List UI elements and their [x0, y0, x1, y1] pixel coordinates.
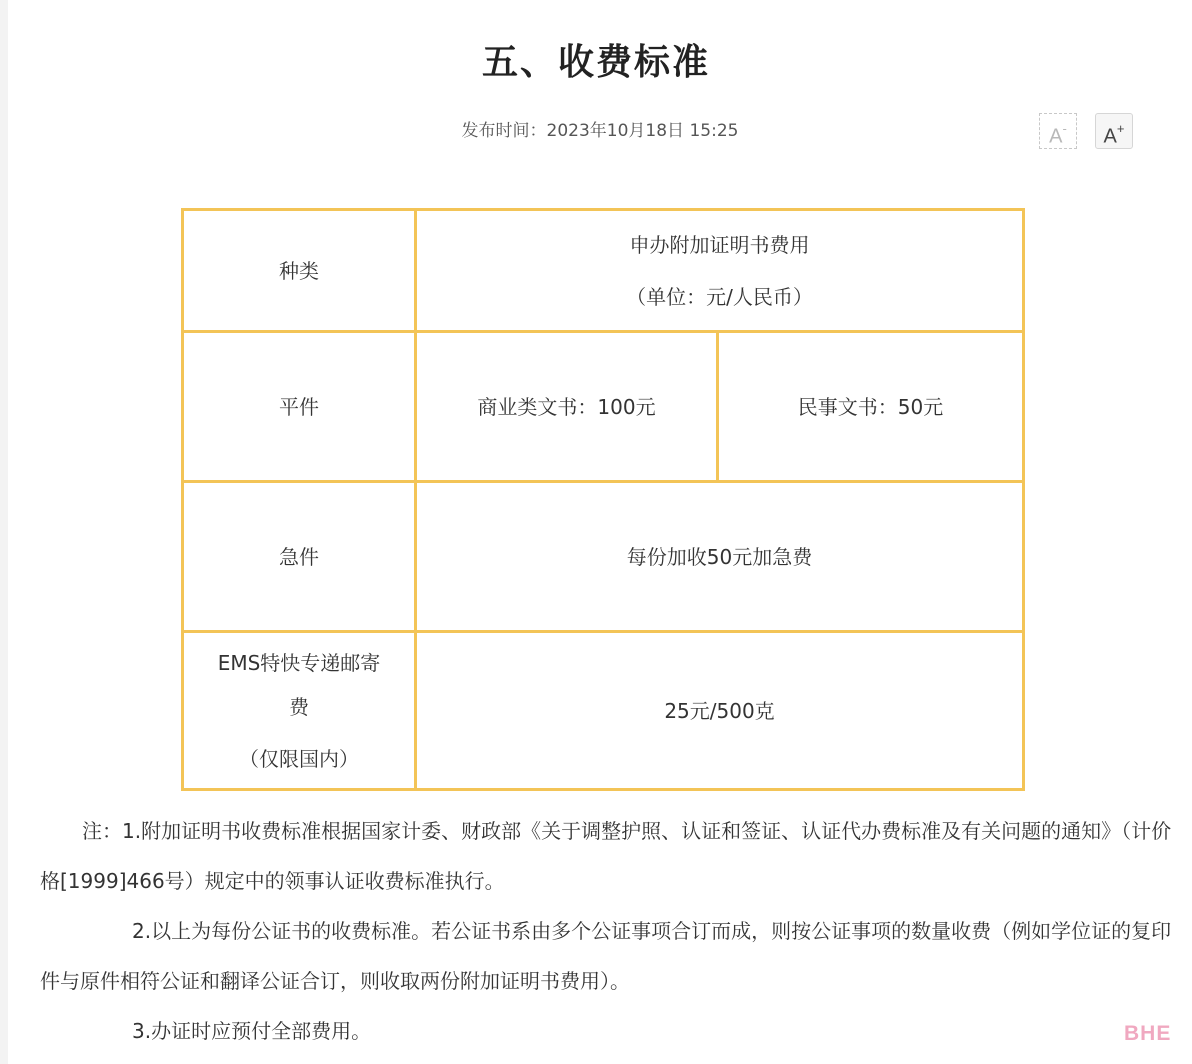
note-3: 3.办证时应预付全部费用。: [132, 1019, 372, 1043]
fee-table: [181, 208, 1025, 791]
notes-section: [40, 806, 1172, 1056]
civil-fee-cell: [718, 332, 1024, 482]
page-title: 五、收费标准: [481, 41, 710, 83]
publish-time: 发布时间：2023年10月18日 15:25: [461, 121, 739, 141]
table-row-ems: [183, 632, 1024, 790]
ems-label-cell: [183, 632, 416, 790]
table-row-kind: [183, 210, 1024, 332]
font-decrease-button[interactable]: [1039, 113, 1077, 149]
ems-fee-cell: [416, 632, 1024, 790]
font-decrease-icon: A: [1049, 125, 1063, 148]
normal-label: 平件: [279, 394, 319, 419]
font-increase-icon: A: [1103, 125, 1117, 148]
note-1: 注：1.附加证明书收费标准根据国家计委、财政部《关于调整护照、认证和签证、认证代办费标准及有关问题的通知》（计价格[1999]466号）规定中的领事认证收费标准执行。: [40, 819, 1172, 893]
urgent-label-cell: [183, 482, 416, 632]
normal-label-cell: [183, 332, 416, 482]
urgent-fee-cell: [416, 482, 1024, 632]
table-row-urgent: [183, 482, 1024, 632]
left-edge-strip: [0, 0, 8, 1064]
font-decrease-sign: -: [1062, 121, 1067, 136]
commercial-fee-cell: [416, 332, 718, 482]
commercial-fee: 商业类文书：100元: [477, 394, 656, 419]
civil-fee: 民事文书：50元: [797, 394, 944, 419]
font-increase-sign: +: [1116, 121, 1125, 136]
fee-header-cell: [416, 210, 1024, 332]
fee-title: 申办附加证明书费用: [629, 232, 810, 257]
kind-label: 种类: [279, 258, 319, 283]
ems-label-line2: 费: [289, 694, 309, 719]
ems-fee: 25元/500克: [664, 698, 775, 723]
font-increase-button[interactable]: [1095, 113, 1133, 149]
note-2: 2.以上为每份公证书的收费标准。若公证书系由多个公证事项合订而成，则按公证事项的数量收费（例如学位证的复印件与原件相符公证和翻译公证合订，则收取两份附加证明书费用）。: [40, 919, 1172, 993]
ems-label-line1: EMS特快专递邮寄: [217, 650, 381, 675]
kind-label-cell: [183, 210, 416, 332]
urgent-label: 急件: [279, 544, 319, 569]
watermark-logo: BHE: [1124, 1022, 1172, 1045]
fee-unit: （单位：元/人民币）: [626, 284, 813, 309]
ems-label-line3: （仅限国内）: [239, 746, 359, 771]
urgent-fee: 每份加收50元加急费: [626, 544, 813, 569]
table-row-normal: [183, 332, 1024, 482]
